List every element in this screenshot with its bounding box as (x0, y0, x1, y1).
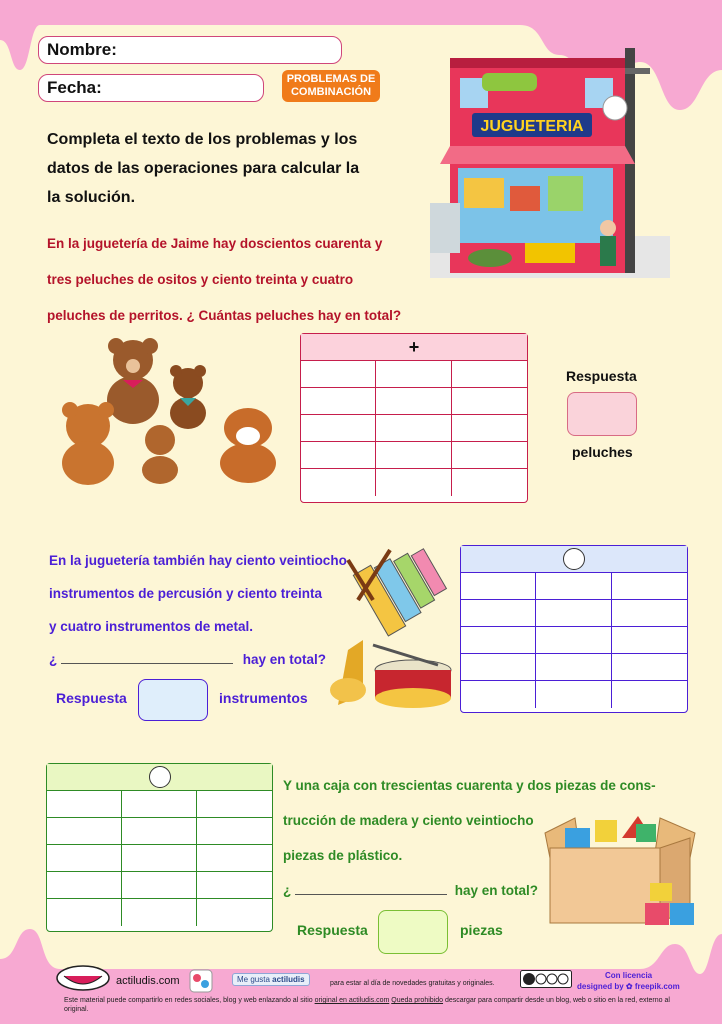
table-cell[interactable] (47, 845, 122, 872)
table-cell[interactable] (301, 415, 376, 442)
site-link[interactable]: actiludis.com (116, 975, 180, 987)
problem-2-line-1: En la juguetería también hay ciento veintiocho (49, 553, 347, 568)
table-cell[interactable] (536, 573, 611, 600)
table-cell[interactable] (197, 899, 272, 926)
table-cell[interactable] (47, 791, 122, 818)
problem-3-line-3: piezas de plástico. (283, 848, 403, 863)
table-cell[interactable] (122, 872, 197, 899)
musical-instruments-illustration (318, 540, 458, 710)
table-cell[interactable] (122, 845, 197, 872)
table-cell[interactable] (122, 899, 197, 926)
problem-1-text (47, 226, 447, 334)
table-cell[interactable] (612, 681, 687, 708)
table-cell[interactable] (452, 469, 527, 496)
problem-2-answer-box[interactable] (138, 679, 208, 721)
table-cell[interactable] (376, 361, 451, 388)
table-cell[interactable] (376, 388, 451, 415)
table-cell[interactable] (197, 845, 272, 872)
table-cell[interactable] (301, 442, 376, 469)
instructions-line-2: datos de las operaciones para calcular la (47, 160, 360, 177)
building-blocks-box-illustration (540, 808, 700, 928)
table-cell[interactable] (452, 442, 527, 469)
date-field[interactable] (38, 74, 264, 102)
table-cell[interactable] (452, 388, 527, 415)
problem-3-operation-table (46, 763, 273, 932)
table-cell[interactable] (122, 818, 197, 845)
table-cell[interactable] (122, 791, 197, 818)
problem-1-line-3: peluches de perritos. ¿ Cuántas peluches hay en total? (47, 308, 402, 323)
table-cell[interactable] (301, 361, 376, 388)
store-sign-text: JUGUETERIA (480, 118, 584, 135)
problem-3-unit: piezas (460, 922, 503, 938)
table-cell[interactable] (452, 415, 527, 442)
like-brand: actiludis (272, 975, 305, 984)
table-cell[interactable] (461, 600, 536, 627)
instructions-line-3: la solución. (47, 189, 136, 206)
usage-notice: Este material puede compartirlo en redes sociales, blog y web enlazando al sitio original en actiludis.com Queda prohibido descargar para compartir desde un blog, web o sitio en la red, externo al original. (64, 997, 670, 1013)
table-cell[interactable] (47, 872, 122, 899)
table-cell[interactable] (47, 818, 122, 845)
like-text: Me gusta (237, 975, 270, 984)
table-cell[interactable] (612, 654, 687, 681)
problem-2-operation-table (460, 545, 688, 713)
name-label: Nombre: (47, 40, 117, 59)
operator-circle[interactable] (149, 766, 171, 788)
freepik-credit: designed by ✿ freepik.com (577, 982, 680, 991)
operator-circle[interactable] (563, 548, 585, 570)
table-cell[interactable] (376, 442, 451, 469)
table-cell[interactable] (461, 573, 536, 600)
abn-icon (188, 968, 214, 994)
problem-1-line-1: En la juguetería de Jaime hay doscientos cuarenta y (47, 236, 383, 251)
table-cell[interactable] (612, 627, 687, 654)
problem-1-answer-label: Respuesta (566, 368, 637, 384)
news-text: para estar al día de novedades gratuitas y originales. (330, 980, 495, 987)
like-button[interactable] (232, 973, 310, 986)
table-cell[interactable] (376, 415, 451, 442)
problem-2-blank[interactable] (61, 663, 233, 664)
problem-1-operation-table (300, 333, 528, 503)
topic-badge: PROBLEMAS DE COMBINACIÓN (282, 70, 380, 102)
table-cell[interactable] (301, 388, 376, 415)
table-cell[interactable] (452, 361, 527, 388)
problem-2-answer-label: Respuesta (56, 690, 127, 706)
problem-1-answer-box[interactable] (567, 392, 637, 436)
table-cell[interactable] (197, 818, 272, 845)
problem-2-unit: instrumentos (219, 690, 308, 706)
problem-2-question: ¿ hay en total? (49, 652, 327, 667)
problem-2-table-header (461, 546, 687, 573)
table-cell[interactable] (376, 469, 451, 496)
table-cell[interactable] (461, 627, 536, 654)
table-cell[interactable] (612, 573, 687, 600)
date-label: Fecha: (47, 78, 102, 97)
instructions (47, 125, 407, 212)
table-cell[interactable] (47, 899, 122, 926)
table-cell[interactable] (536, 681, 611, 708)
creative-commons-icon (520, 970, 572, 988)
problem-1-line-2: tres peluches de ositos y ciento treinta y cuatro (47, 272, 354, 287)
problem-1-operator: + (301, 334, 527, 361)
license-label: Con licencia (605, 971, 653, 980)
freepik-icon: ✿ (625, 982, 633, 991)
table-cell[interactable] (461, 654, 536, 681)
problem-3-line-1: Y una caja con trescientas cuarenta y dos piezas de cons- (283, 778, 656, 793)
problem-1-unit: peluches (572, 444, 633, 460)
problem-3-answer-box[interactable] (378, 910, 448, 954)
teddy-bears-illustration (48, 338, 288, 488)
table-cell[interactable] (536, 600, 611, 627)
instructions-line-1: Completa el texto de los problemas y los (47, 131, 358, 148)
problem-3-line-2: trucción de madera y ciento veintiocho (283, 813, 534, 828)
problem-2-line-2: instrumentos de percusión y ciento treinta (49, 586, 323, 601)
problem-3-table-header (47, 764, 272, 791)
problem-3-question: ¿ hay en total? (283, 883, 539, 898)
table-cell[interactable] (612, 600, 687, 627)
problem-2-line-3: y cuatro instrumentos de metal. (49, 619, 254, 634)
table-cell[interactable] (197, 791, 272, 818)
table-cell[interactable] (197, 872, 272, 899)
table-cell[interactable] (461, 681, 536, 708)
problem-3-blank[interactable] (295, 894, 447, 895)
problem-3-answer-label: Respuesta (297, 922, 368, 938)
toy-store-illustration (430, 28, 670, 278)
table-cell[interactable] (301, 469, 376, 496)
logo-icon (52, 960, 114, 994)
table-cell[interactable] (536, 654, 611, 681)
table-cell[interactable] (536, 627, 611, 654)
name-field[interactable] (38, 36, 342, 64)
